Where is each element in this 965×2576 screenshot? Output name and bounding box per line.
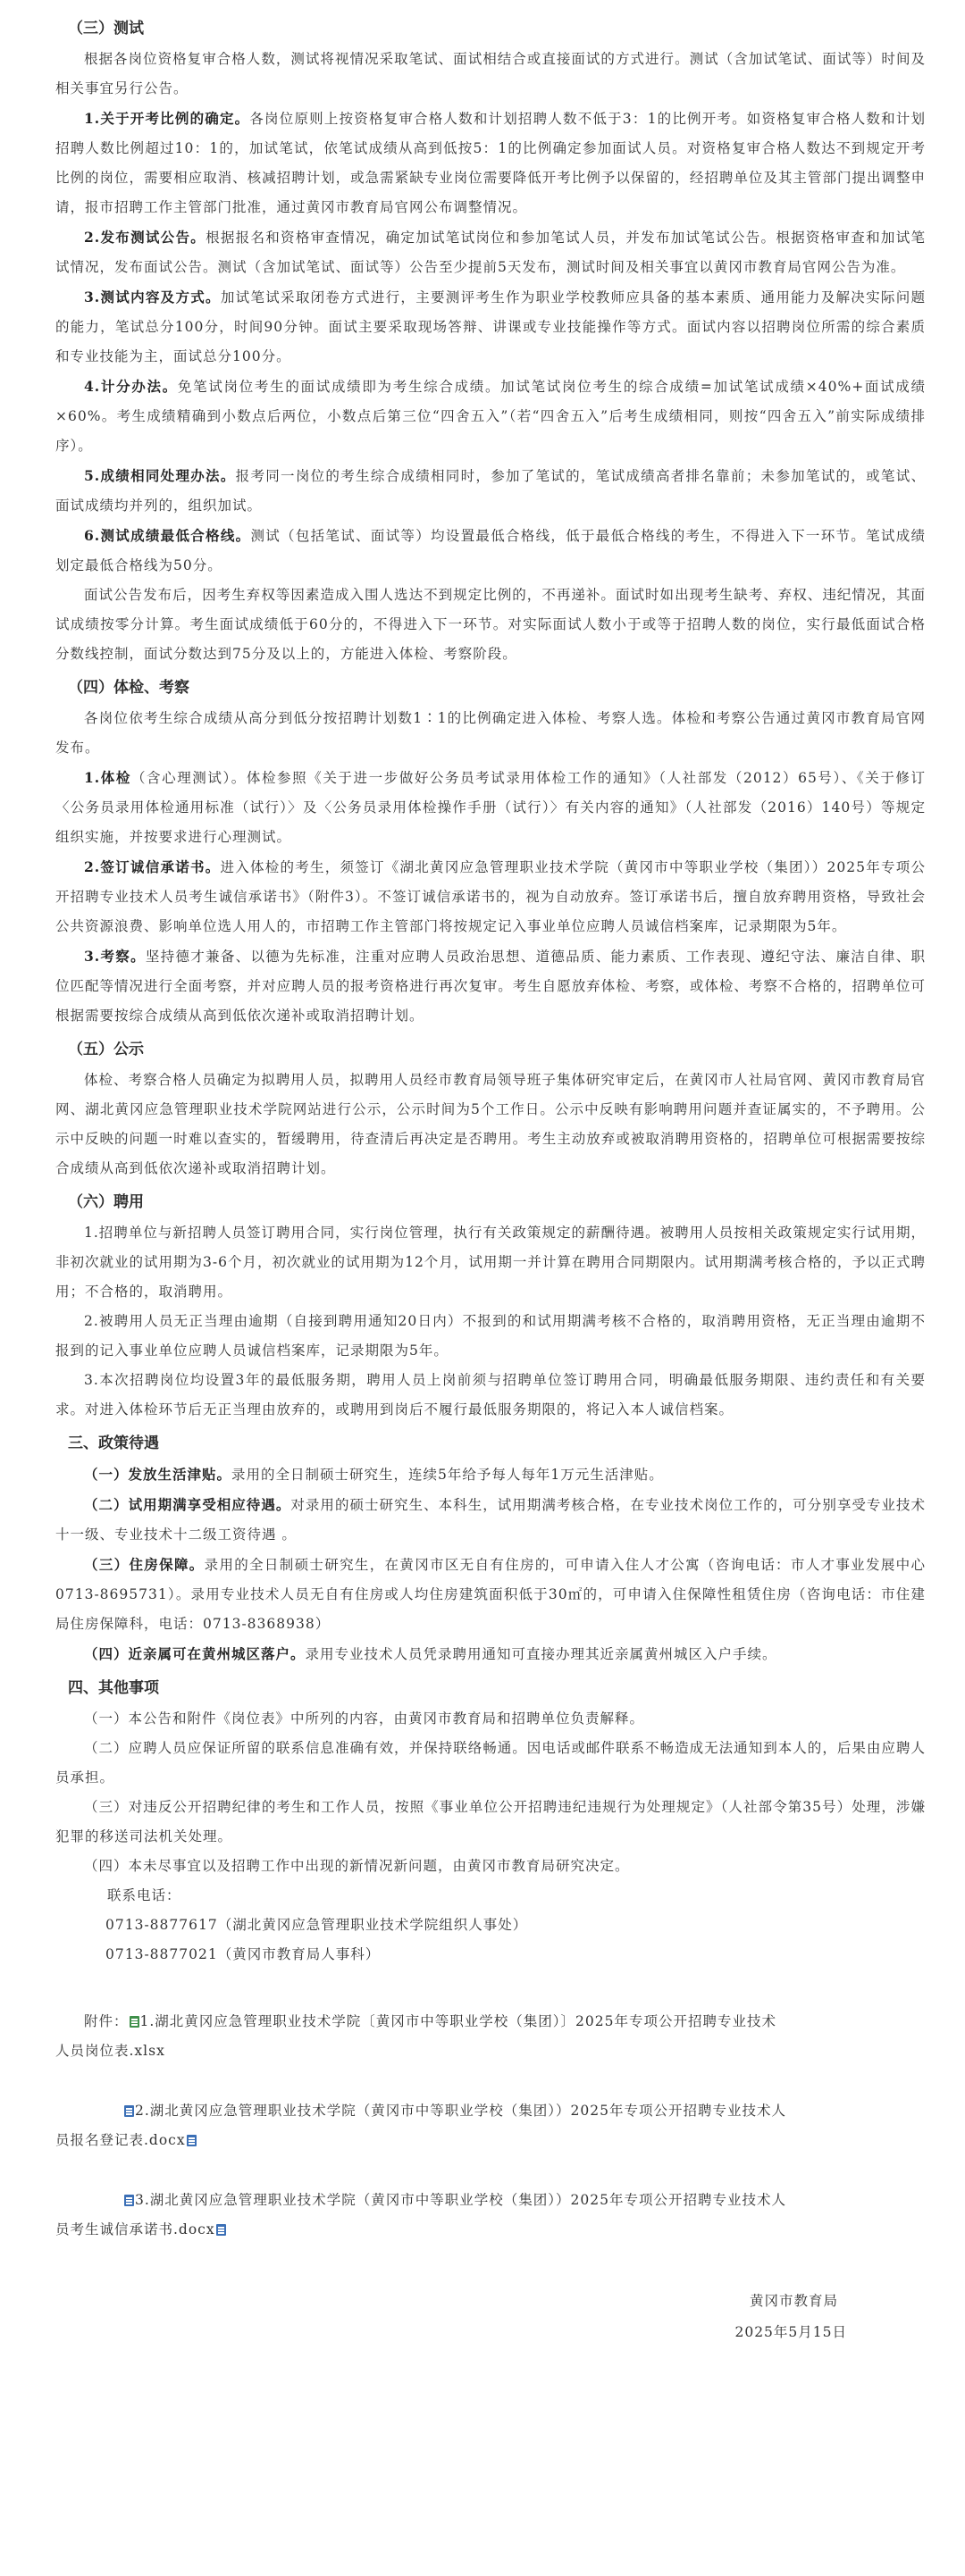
attachment-link-3-cont[interactable]: 员考生诚信承诺书.docx (55, 2221, 215, 2237)
signature-org: 黄冈市教育局 (749, 2293, 838, 2309)
attachment-item-2 (55, 2096, 926, 2155)
employ-para-1: 1.招聘单位与新招聘人员签订聘用合同，实行岗位管理，执行有关政策规定的薪酬待遇。被聘用人员按相关政策规定实行试用期，非初次就业的试用期为3-6个月，初次就业的试用期为12个月，试用期一并计算在聘用合同期限内。试用期满考核合格的，予以正式聘用；不合格的，取消聘用。 (55, 1225, 926, 1300)
word-file-icon (216, 2224, 226, 2236)
publicity-text: 体检、考察合格人员确定为拟聘用人员，拟聘用人员经市教育局领导班子集体研究审定后，在黄冈市人社局官网、黄冈市教育局官网、湖北黄冈应急管理职业技术学院网站进行公示，公示时间为5个工作日。公示中反映有影响聘用问题并查证属实的，不予聘用。公示中反映的问题一时难以查实的，暂缓聘用，待查清后再决定是否聘用。考生主动放弃或被取消聘用资格的，招聘单位可根据需要按综合成绩从高到低依次递补或取消招聘计划。 (55, 1072, 926, 1176)
test-item-5: 5.成绩相同处理办法。报考同一岗位的考生综合成绩相同时，参加了笔试的，笔试成绩高者排名靠前；未参加笔试的，或笔试、面试成绩均并列的，组织加试。 (55, 467, 926, 514)
signature-block (55, 2286, 926, 2348)
employ-para-2: 2.被聘用人员无正当理由逾期（自接到聘用通知20日内）不报到的和试用期满考核不合格的，取消聘用资格，无正当理由逾期不报到的记入事业单位应聘人员诚信档案库，记录期限为5年。 (55, 1313, 926, 1359)
policy-item-3: （三）住房保障。录用的全日制硕士研究生，在黄冈市区无自有住房的，可申请入住人才公寓（咨询电话：市人才事业发展中心0713-8695731）。录用专业技术人员无自有住房或人均住房建筑面积低于30㎡的，可申请入住保障性租赁住房（咨询电话：市住建局住房保障科，电话：0713-8368938） (55, 1556, 926, 1632)
attachments-list (55, 2007, 926, 2245)
contact-label: 联系电话： (107, 1887, 181, 1903)
section-heading-other: 四、其他事项 (68, 1679, 159, 1697)
check-item-3: 3.考察。坚持德才兼备、以德为先标准，注重对应聘人员政治思想、道德品质、能力素质、工作表现、遵纪守法、廉洁自律、职位匹配等情况进行全面考察，并对应聘人员的报考资格进行再次复审。考生自愿放弃体检、考察，或体检、考察不合格的，招聘单位可根据需要按综合成绩从高到低依次递补或取消招聘计划。 (55, 948, 926, 1024)
attachment-item-3 (55, 2186, 926, 2245)
other-para-3: （三）对违反公开招聘纪律的考生和工作人员，按照《事业单位公开招聘违纪违规行为处理规定》（人社部令第35号）处理，涉嫌犯罪的移送司法机关处理。 (55, 1799, 926, 1844)
test-item-4: 4.计分办法。免笔试岗位考生的面试成绩即为考生综合成绩。加试笔试岗位考生的综合成绩=加试笔试成绩×40%+面试成绩×60%。考生成绩精确到小数点后两位，小数点后第三位“四舍五入”（若“四舍五入”后考生成绩相同，则按“四舍五入”前实际成绩排序）。 (55, 378, 926, 454)
attachment-item-1 (55, 2007, 926, 2066)
section-heading-test: （三）测试 (68, 20, 144, 38)
employ-para-3: 3.本次招聘岗位均设置3年的最低服务期，聘用人员上岗前须与招聘单位签订聘用合同，明确最低服务期限、违约责任和有关要求。对进入体检环节后无正当理由放弃的，或聘用到岗后不履行最低服务期限的，将记入本人诚信档案。 (55, 1372, 926, 1418)
test-note: 面试公告发布后，因考生弃权等因素造成入围人选达不到规定比例的，不再递补。面试时如出现考生缺考、弃权、违纪情况，其面试成绩按零分计算。考生面试成绩低于60分的，不得进入下一环节。对实际面试人数小于或等于招聘人数的岗位，实行最低面试合格分数线控制，面试分数达到75分及以上的，方能进入体检、考察阶段。 (55, 587, 926, 662)
test-item-1: 1.关于开考比例的确定。各岗位原则上按资格复审合格人数和计划招聘人数不低于3：1的比例开考。如资格复审合格人数和计划招聘人数比例超过10：1的，加试笔试，依笔试成绩从高到低按5：1的比例确定参加面试人员。对资格复审合格人数达不到规定开考比例的岗位，需要相应取消、核减招聘计划，或急需紧缺专业岗位需要降低开考比例予以保留的，经招聘单位及其主管部门提出调整申请，报市招聘工作主管部门批准，通过黄冈市教育局官网公布调整情况。 (55, 110, 926, 215)
word-file-icon (187, 2135, 197, 2146)
attachment-link-3[interactable]: 3.湖北黄冈应急管理职业技术学院（黄冈市中等职业学校（集团））2025年专项公开招聘专业技术人 (135, 2192, 786, 2208)
contact-phone-1: 0713-8877617（湖北黄冈应急管理职业技术学院组织人事处） (105, 1917, 528, 1933)
section-heading-policy: 三、政策待遇 (68, 1434, 159, 1452)
attachment-link-1[interactable]: 1.湖北黄冈应急管理职业技术学院〔黄冈市中等职业学校（集团）〕2025年专项公开招聘专业技术 (139, 2013, 777, 2029)
section-heading-employ: （六）聘用 (68, 1193, 144, 1211)
check-item-1: 1.体检（含心理测试）。体检参照《关于进一步做好公务员考试录用体检工作的通知》（人社部发（2012）65号）、《关于修订〈公务员录用体检通用标准（试行）〉及〈公务员录用体检操作手册（试行）〉有关内容的通知》（人社部发（2016）140号）等规定组织实施，并按要求进行心理测试。 (55, 769, 926, 845)
test-item-2: 2.发布测试公告。根据报名和资格审查情况，确定加试笔试岗位和参加笔试人员，并发布加试笔试公告。根据资格审查和加试笔试情况，发布面试公告。测试（含加试笔试、面试等）公告至少提前5天发布，测试时间及相关事宜以黄冈市教育局官网公告为准。 (55, 229, 926, 275)
attachment-link-2[interactable]: 2.湖北黄冈应急管理职业技术学院（黄冈市中等职业学校（集团））2025年专项公开招聘专业技术人 (135, 2103, 786, 2119)
attachment-link-1-cont[interactable]: 人员岗位表.xlsx (55, 2043, 165, 2059)
word-file-icon (124, 2105, 134, 2117)
signature-date: 2025年5月15日 (734, 2324, 847, 2340)
policy-item-1: （一）发放生活津贴。录用的全日制硕士研究生，连续5年给予每人每年1万元生活津贴。 (84, 1466, 664, 1483)
section-heading-publicity: （五）公示 (68, 1041, 144, 1058)
policy-item-4: （四）近亲属可在黄州城区落户。录用专业技术人员凭录聘用通知可直接办理其近亲属黄州城区入户手续。 (84, 1645, 777, 1662)
test-item-6: 6.测试成绩最低合格线。测试（包括笔试、面试等）均设置最低合格线，低于最低合格线的考生，不得进入下一环节。笔试成绩划定最低合格线为50分。 (55, 527, 926, 573)
excel-file-icon (130, 2016, 139, 2028)
test-item-3: 3.测试内容及方式。加试笔试采取闭卷方式进行，主要测评考生作为职业学校教师应具备的基本素质、通用能力及解决实际问题的能力，笔试总分100分，时间90分钟。面试主要采取现场答辩、讲课或专业技能操作等方式。面试内容以招聘岗位所需的综合素质和专业技能为主，面试总分100分。 (55, 289, 926, 364)
check-item-2: 2.签订诚信承诺书。进入体检的考生，须签订《湖北黄冈应急管理职业技术学院（黄冈市中等职业学校（集团））2025年专项公开招聘专业技术人员考生诚信承诺书》（附件3）。不签订诚信承诺书的，视为自动放弃。签订承诺书后，擅自放弃聘用资格，导致社会公共资源浪费、影响单位选人用人的，市招聘工作主管部门将按规定记入事业单位应聘人员诚信档案库，记录期限为5年。 (55, 858, 926, 934)
section-heading-check: （四）体检、考察 (68, 679, 189, 697)
other-para-2: （二）应聘人员应保证所留的联系信息准确有效，并保持联络畅通。因电话或邮件联系不畅造成无法通知到本人的，后果由应聘人员承担。 (55, 1740, 926, 1786)
other-para-4: （四）本未尽事宜以及招聘工作中出现的新情况新问题，由黄冈市教育局研究决定。 (84, 1858, 630, 1874)
check-intro: 各岗位依考生综合成绩从高分到低分按招聘计划数1∶1的比例确定进入体检、考察人选。体检和考察公告通过黄冈市教育局官网发布。 (55, 710, 926, 756)
policy-item-2: （二）试用期满享受相应待遇。对录用的硕士研究生、本科生，试用期满考核合格，在专业技术岗位工作的，可分别享受专业技术十一级、专业技术十二级工资待遇 。 (55, 1496, 926, 1543)
contact-phone-2: 0713-8877021（黄冈市教育局人事科） (105, 1946, 381, 1962)
other-para-1: （一）本公告和附件《岗位表》中所列的内容，由黄冈市教育局和招聘单位负责解释。 (84, 1710, 645, 1727)
attachments-prefix: 附件： (84, 2013, 129, 2029)
attachment-link-2-cont[interactable]: 员报名登记表.docx (55, 2132, 186, 2148)
test-intro: 根据各岗位资格复审合格人数，测试将视情况采取笔试、面试相结合或直接面试的方式进行。测试（含加试笔试、面试等）时间及相关事宜另行公告。 (55, 51, 926, 96)
word-file-icon (124, 2195, 134, 2206)
